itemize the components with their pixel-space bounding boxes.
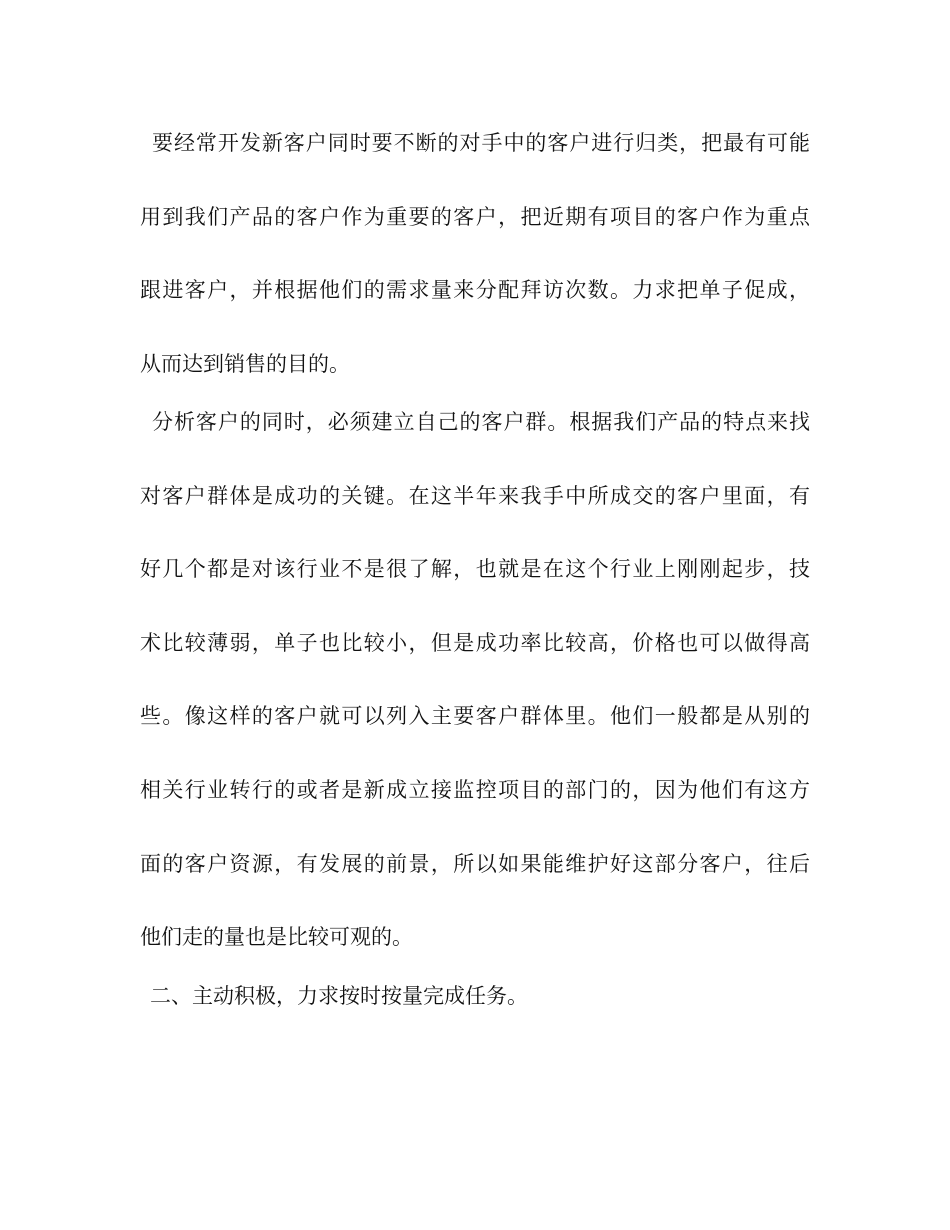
- paragraph-line: 些。像这样的客户就可以列入主要客户群体里。他们一般都是从别的: [140, 704, 810, 729]
- paragraph-line: 好几个都是对该行业不是很了解，也就是在这个行业上刚刚起步，技: [140, 557, 810, 582]
- paragraph-line: 对客户群体是成功的关键。在这半年来我手中所成交的客户里面，有: [140, 483, 810, 508]
- paragraph-line: 用到我们产品的客户作为重要的客户，把近期有项目的客户作为重点: [140, 204, 810, 229]
- section-heading: [140, 960, 810, 1034]
- paragraph-line: 面的客户资源，有发展的前景，所以如果能维护好这部分客户，往后: [140, 851, 810, 876]
- paragraph-line: 相关行业转行的或者是新成立接监控项目的部门的，因为他们有这方: [140, 777, 810, 802]
- paragraph-customer-group: [140, 386, 810, 975]
- paragraph-customer-classification: [140, 107, 810, 401]
- paragraph-line: 他们走的量也是比较可观的。: [140, 925, 413, 950]
- paragraph-line: 从而达到销售的目的。: [140, 351, 350, 376]
- section-heading-text: 二、主动积极，力求按时按量完成任务。: [150, 984, 528, 1008]
- paragraph-line: 要经常开发新客户同时要不断的对手中的客户进行归类，把最有可能: [152, 131, 810, 155]
- paragraph-line: 分析客户的同时，必须建立自己的客户群。根据我们产品的特点来找: [152, 410, 810, 434]
- paragraph-line: 术比较薄弱，单子也比较小，但是成功率比较高，价格也可以做得高: [140, 630, 810, 655]
- paragraph-line: 跟进客户，并根据他们的需求量来分配拜访次数。力求把单子促成，: [140, 278, 810, 303]
